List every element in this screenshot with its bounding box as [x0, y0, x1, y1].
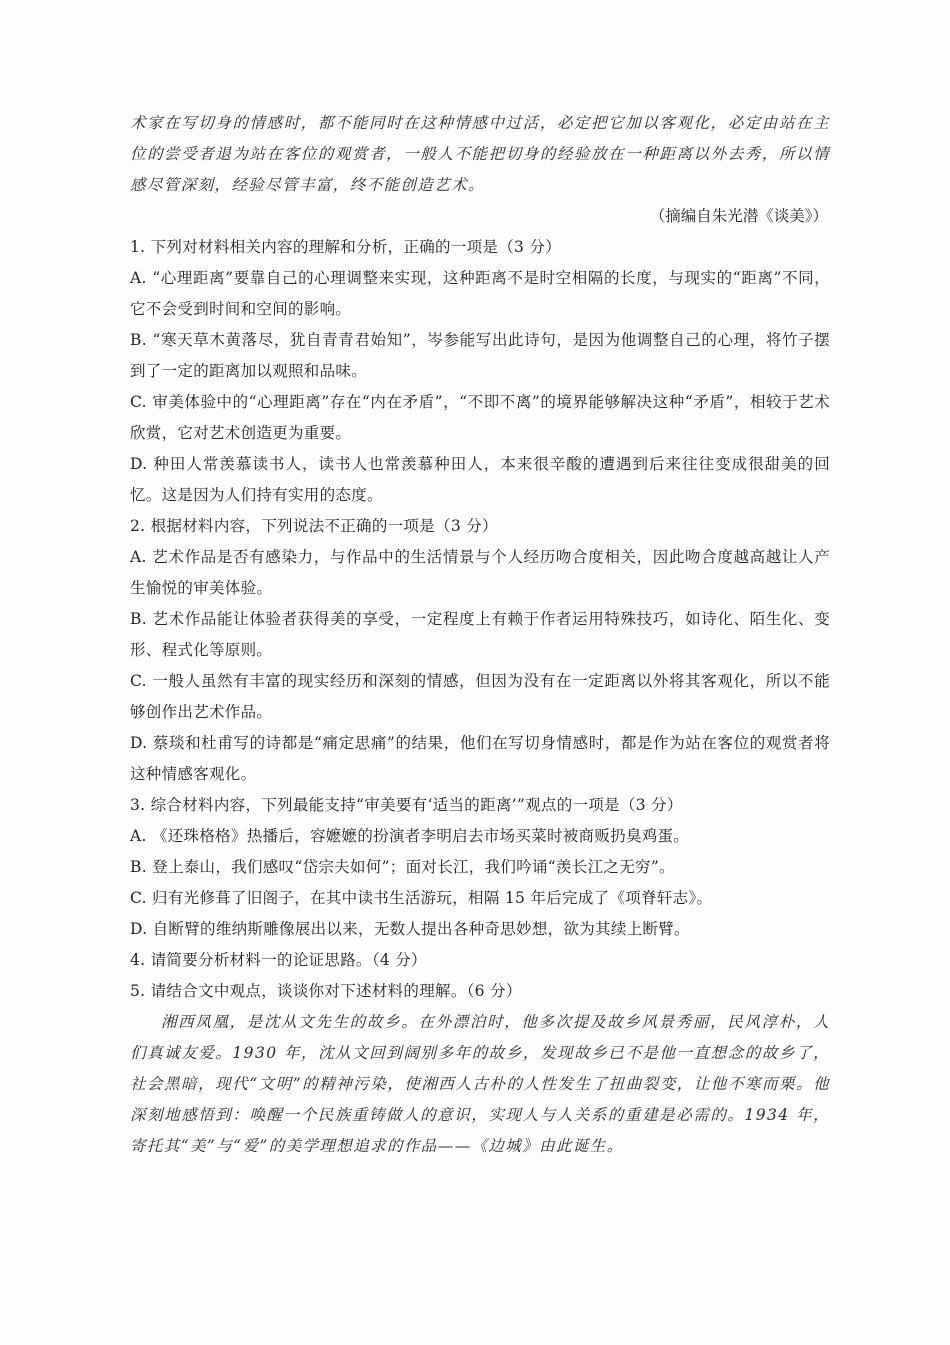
option-a: A. “心理距离”要靠自己的心理调整来实现，这种距离不是时空相隔的长度，与现实的“距离”不同，它不会受到时间和空间的影响。 [130, 269, 830, 318]
question-stem: 3. 综合材料内容，下列最能支持“审美要有‘适当的距离’”观点的一项是（3 分） [130, 796, 683, 814]
intro-continuation: 术家在写切身的情感时，都不能同时在这种情感中过活，必定把它加以客观化，必定由站在主位的尝受者退为站在客位的观赏者，一般人不能把切身的经验放在一种距离以外去秀，所以情感尽管深刻，经验尽管丰富，终不能创造艺术。 [130, 114, 830, 194]
option-d: D. 自断臂的维纳斯雕像展出以来，无数人提出各种奇思妙想，欲为其续上断臂。 [130, 920, 690, 938]
reading-material: 湘西凤凰，是沈从文先生的故乡。在外漂泊时，他多次提及故乡风景秀丽，民风淳朴，人们真诚友爱。1930 年，沈从文回到阔别多年的故乡，发现故乡已不是他一直想念的故乡了，社会黑暗，现代“文明”的精神污染，使湘西人古朴的人性发生了扭曲裂变，让他不寒而栗。他深刻地感悟到：唤醒一个民族重铸做人的意识，实现人与人关系的重建是必需的。1934 年，寄托其“美”与“爱”的美学理想追求的作品——《边城》由此诞生。 [130, 1013, 830, 1155]
option-b: B. “寒天草木黄落尽，犹自青青君始知”，岑参能写出此诗句，是因为他调整自己的心理，将竹子摆到了一定的距离加以观照和品味。 [130, 331, 830, 380]
question-5 [130, 976, 830, 1162]
option-b: B. 艺术作品能让体验者获得美的享受，一定程度上有赖于作者运用特殊技巧，如诗化、陌生化、变形、程式化等原则。 [130, 610, 830, 659]
question-2 [130, 511, 830, 790]
option-c: C. 一般人虽然有丰富的现实经历和深刻的情感，但因为没有在一定距离以外将其客观化，所以不能够创作出艺术作品。 [130, 672, 830, 721]
option-a: A. 《还珠格格》热播后，容嬷嬷的扮演者李明启去市场买菜时被商贩扔臭鸡蛋。 [130, 827, 690, 845]
option-b: B. 登上泰山，我们感叹“岱宗夫如何”；面对长江，我们吟诵“羡长江之无穷”。 [130, 858, 675, 876]
option-a: A. 艺术作品是否有感染力，与作品中的生活情景与个人经历吻合度相关，因此吻合度越高越让人产生愉悦的审美体验。 [130, 548, 830, 597]
question-4 [130, 945, 830, 976]
question-stem: 1. 下列对材料相关内容的理解和分析，正确的一项是（3 分） [130, 238, 562, 256]
question-stem: 5. 请结合文中观点，谈谈你对下述材料的理解。（6 分） [130, 982, 522, 1000]
option-d: D. 种田人常羡慕读书人，读书人也常羡慕种田人，本来很辛酸的遭遇到后来往往变成很甜美的回忆。这是因为人们持有实用的态度。 [130, 455, 830, 504]
option-c: C. 归有光修葺了旧阁子，在其中读书生活游玩，相隔 15 年后完成了《项脊轩志》。 [130, 889, 713, 907]
option-c: C. 审美体验中的“心理距离”存在“内在矛盾”，“不即不离”的境界能够解决这种“矛盾”，相较于艺术欣赏，它对艺术创造更为重要。 [130, 393, 830, 442]
question-3 [130, 790, 830, 945]
page-content [130, 108, 830, 1162]
question-stem: 2. 根据材料内容，下列说法不正确的一项是（3 分） [130, 517, 498, 535]
question-stem: 4. 请简要分析材料一的论证思路。（4 分） [130, 951, 427, 969]
question-1 [130, 232, 830, 511]
option-d: D. 蔡琰和杜甫写的诗都是“痛定思痛”的结果，他们在写切身情感时，都是作为站在客位的观赏者将这种情感客观化。 [130, 734, 830, 783]
source-citation: （摘编自朱光潜《谈美》） [649, 207, 828, 225]
